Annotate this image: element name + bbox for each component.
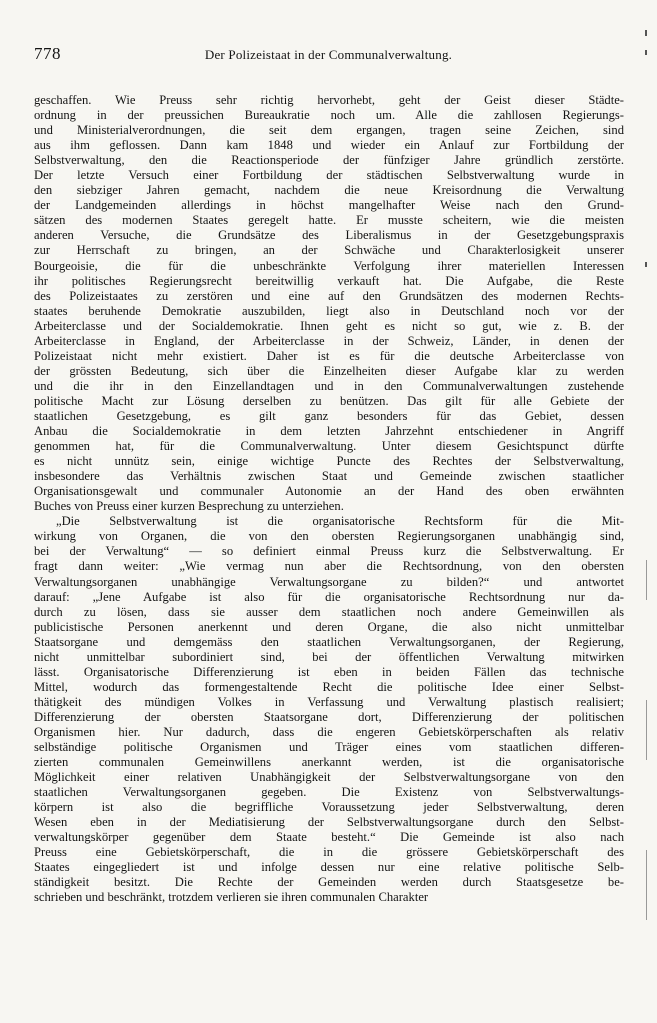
- text-line: geschaffen. Wie Preuss sehr richtig hervorhebt, geht der Geist dieser Städte-: [34, 93, 624, 107]
- scan-mark: [646, 850, 647, 920]
- text-line: Verwaltungsorganen unabhängige Verwaltungsorgane zu bilden?“ und antwortet: [34, 574, 624, 589]
- text-line: Selbstverwaltung, den die Reactionsperiode der fünfziger Jahre gründlich zerstörte.: [34, 153, 624, 168]
- text-line: körpern ist also die begriffliche Voraussetzung jeder Selbstverwaltung, deren: [34, 800, 624, 815]
- text-line: aus ihm geflossen. Dann kam 1848 und wieder ein Anlauf zur Fortbildung der: [34, 138, 624, 153]
- text-line: „Die Selbstverwaltung ist die organisatorische Rechtsform für die Mit-: [56, 514, 624, 529]
- text-line: staatlichen Gesetzgebung, es gilt ganz besonders für das Gebiet, dessen: [34, 408, 624, 423]
- text-line: es nicht unnütz sein, einige wichtige Puncte des Rechtes der Selbstverwaltung,: [34, 454, 624, 469]
- text-line: Anbau die Socialdemokratie in dem letzten Jahrzehnt entschiedener in Angriff: [34, 424, 624, 439]
- text-line: Arbeiterclasse und der Socialdemokratie. Ihnen geht es nicht so gut, wie z. B. der: [34, 318, 624, 333]
- running-head: Der Polizeistaat in der Communalverwaltung.: [204, 47, 453, 62]
- text-line: zierten communalen Gemeinwillens anerkannt werden, ist die organisatorische: [34, 755, 624, 770]
- text-line: Wesen eben in der Mediatisierung der Selbstverwaltungsorgane durch den Selbst-: [34, 815, 624, 830]
- text-line: wirkung von Organen, die von den obersten Regierungsorganen unabhängig sind,: [34, 529, 624, 544]
- scan-mark: [645, 30, 647, 36]
- text-line: Möglichkeit einer relativen Unabhängigkeit der Selbstverwaltungsorgane von den: [34, 770, 624, 785]
- text-line: genommen hat, für die Communalverwaltung. Unter diesem Gesichtspunct dürfte: [34, 439, 624, 454]
- margin-scan-marks: [641, 0, 653, 1023]
- body-text: [34, 93, 624, 906]
- text-line: fragt dann weiter: „Wie vermag nun aber die Rechtsordnung, von den obersten: [34, 559, 624, 574]
- text-line: der Landgemeinden allerdings in höchst mangelhafter Weise nach den Grund-: [34, 198, 624, 213]
- text-line: durch zu lösen, dass sie ausser dem staatlichen noch andere Gemeinwillen als: [34, 604, 624, 619]
- text-line: sätzen des modernen Staates geregelt hatte. Er musste scheitern, wie die meisten: [34, 213, 624, 228]
- text-line: Differenzierung der obersten Staatsorgane dort, Differenzierung der politischen: [34, 709, 624, 724]
- text-line: der grössten Bedeutung, sich über die Einzelheiten dieser Aufgabe klar zu werden: [34, 363, 624, 378]
- scan-mark: [645, 262, 647, 267]
- text-line: bei der Verwaltung“ — so definiert einmal Preuss kurz die Selbstverwaltung. Er: [34, 544, 624, 559]
- text-line: insbesondere das Verhältnis zwischen Staat und Gemeinde zwischen staatlicher: [34, 469, 624, 484]
- text-line: Polizeistaat nicht mehr existiert. Daher ist es für die deutsche Arbeiterclasse von: [34, 348, 624, 363]
- text-line: publicistische Personen anerkennt und deren Organe, die also nicht unmittelbar: [34, 619, 624, 634]
- text-line: politische Macht zur Lösung derselben zu benützen. Das gilt für alle Gebiete der: [34, 393, 624, 408]
- text-line: selbständige politische Organismen und Träger eines vom staatlichen differen-: [34, 740, 624, 755]
- text-line: ordnung in der preussichen Bureaukratie noch um. Alle die zahllosen Regierungs-: [34, 108, 624, 123]
- page-header: [34, 44, 623, 66]
- text-line: Bourgeoisie, die für die unbeschränkte Verfolgung ihrer materiellen Interessen: [34, 258, 624, 273]
- text-line: staates beruhende Demokratie auszubilden, liegt also in Deutschland noch vor der: [34, 303, 624, 318]
- scan-mark: [646, 560, 647, 600]
- text-line: den siebziger Jahren gemacht, nachdem die neue Kreisordnung die Verwaltung: [34, 183, 624, 198]
- text-line: lässt. Organisatorische Differenzierung ist eben in beiden Fällen das technische: [34, 664, 624, 679]
- text-line: verwaltungskörper gegenüber dem Staate besteht.“ Die Gemeinde ist also nach: [34, 830, 624, 845]
- text-line: und die ihr in den Einzellandtagen und in den Communalverwaltungen zustehende: [34, 378, 624, 393]
- text-line: Buches von Preuss einer kurzen Besprechung zu unterziehen.: [34, 499, 344, 514]
- text-line: Der letzte Versuch einer Fortbildung der städtischen Selbstverwaltung wurde in: [34, 168, 624, 183]
- scan-mark: [646, 700, 647, 760]
- text-line: Organismen hier. Nur dadurch, dass die engeren Gebietskörperschaften als relativ: [34, 724, 624, 739]
- text-line: Preuss eine Gebietskörperschaft, die in die grössere Gebietskörperschaft des: [34, 845, 624, 860]
- page-number: 778: [34, 44, 61, 63]
- text-line: nicht unmittelbar subordiniert sind, bei der öffentlichen Verwaltung mitwirken: [34, 649, 624, 664]
- text-line: thätigkeit des mündigen Volkes in Verfassung und Verwaltung plastisch realisiert;: [34, 694, 624, 709]
- text-line: ihr politisches Regierungsrecht bereitwillig verkauft hat. Die Aufgabe, die Reste: [34, 273, 624, 288]
- text-line: Mittel, wodurch das formengestaltende Recht die politische Idee einer Selbst-: [34, 679, 624, 694]
- text-line: zur Herrschaft zu bringen, an der Schwäche und Charakterlosigkeit unserer: [34, 243, 624, 258]
- text-line: Staates eingegliedert ist und infolge dessen nur eine relative politische Selb-: [34, 860, 624, 875]
- text-line: darauf: „Jene Aufgabe ist also für die organisatorische Rechtsordnung nur da-: [34, 589, 624, 604]
- text-line: des Polizeistaates zu zerstören und eine auf den Grundsätzen des modernen Rechts-: [34, 288, 624, 303]
- text-line: Staatsorgane und demgemäss den staatlichen Verwaltungsorganen, der Regierung,: [34, 634, 624, 649]
- text-line: Arbeiterclasse in England, der Arbeiterclasse in der Schweiz, Länder, in denen der: [34, 333, 624, 348]
- text-line: schrieben und beschränkt, trotzdem verlieren sie ihren communalen Charakter: [34, 890, 429, 905]
- scan-mark: [645, 50, 647, 55]
- text-line: und Ministerialverordnungen, die seit dem ergangen, tragen seine Zeichen, sind: [34, 123, 624, 138]
- text-line: staatlichen Verwaltungsorganen gegeben. Die Existenz von Selbstverwaltungs-: [34, 785, 624, 800]
- text-line: ständigkeit besitzt. Die Rechte der Gemeinden werden durch Staatsgesetze be-: [34, 875, 624, 890]
- text-line: anderen Versuche, die Grundsätze des Liberalismus in der Gesetzgebungspraxis: [34, 228, 624, 243]
- text-line: Organisationsgewalt und communaler Autonomie an der Hand des oben erwähnten: [34, 484, 624, 499]
